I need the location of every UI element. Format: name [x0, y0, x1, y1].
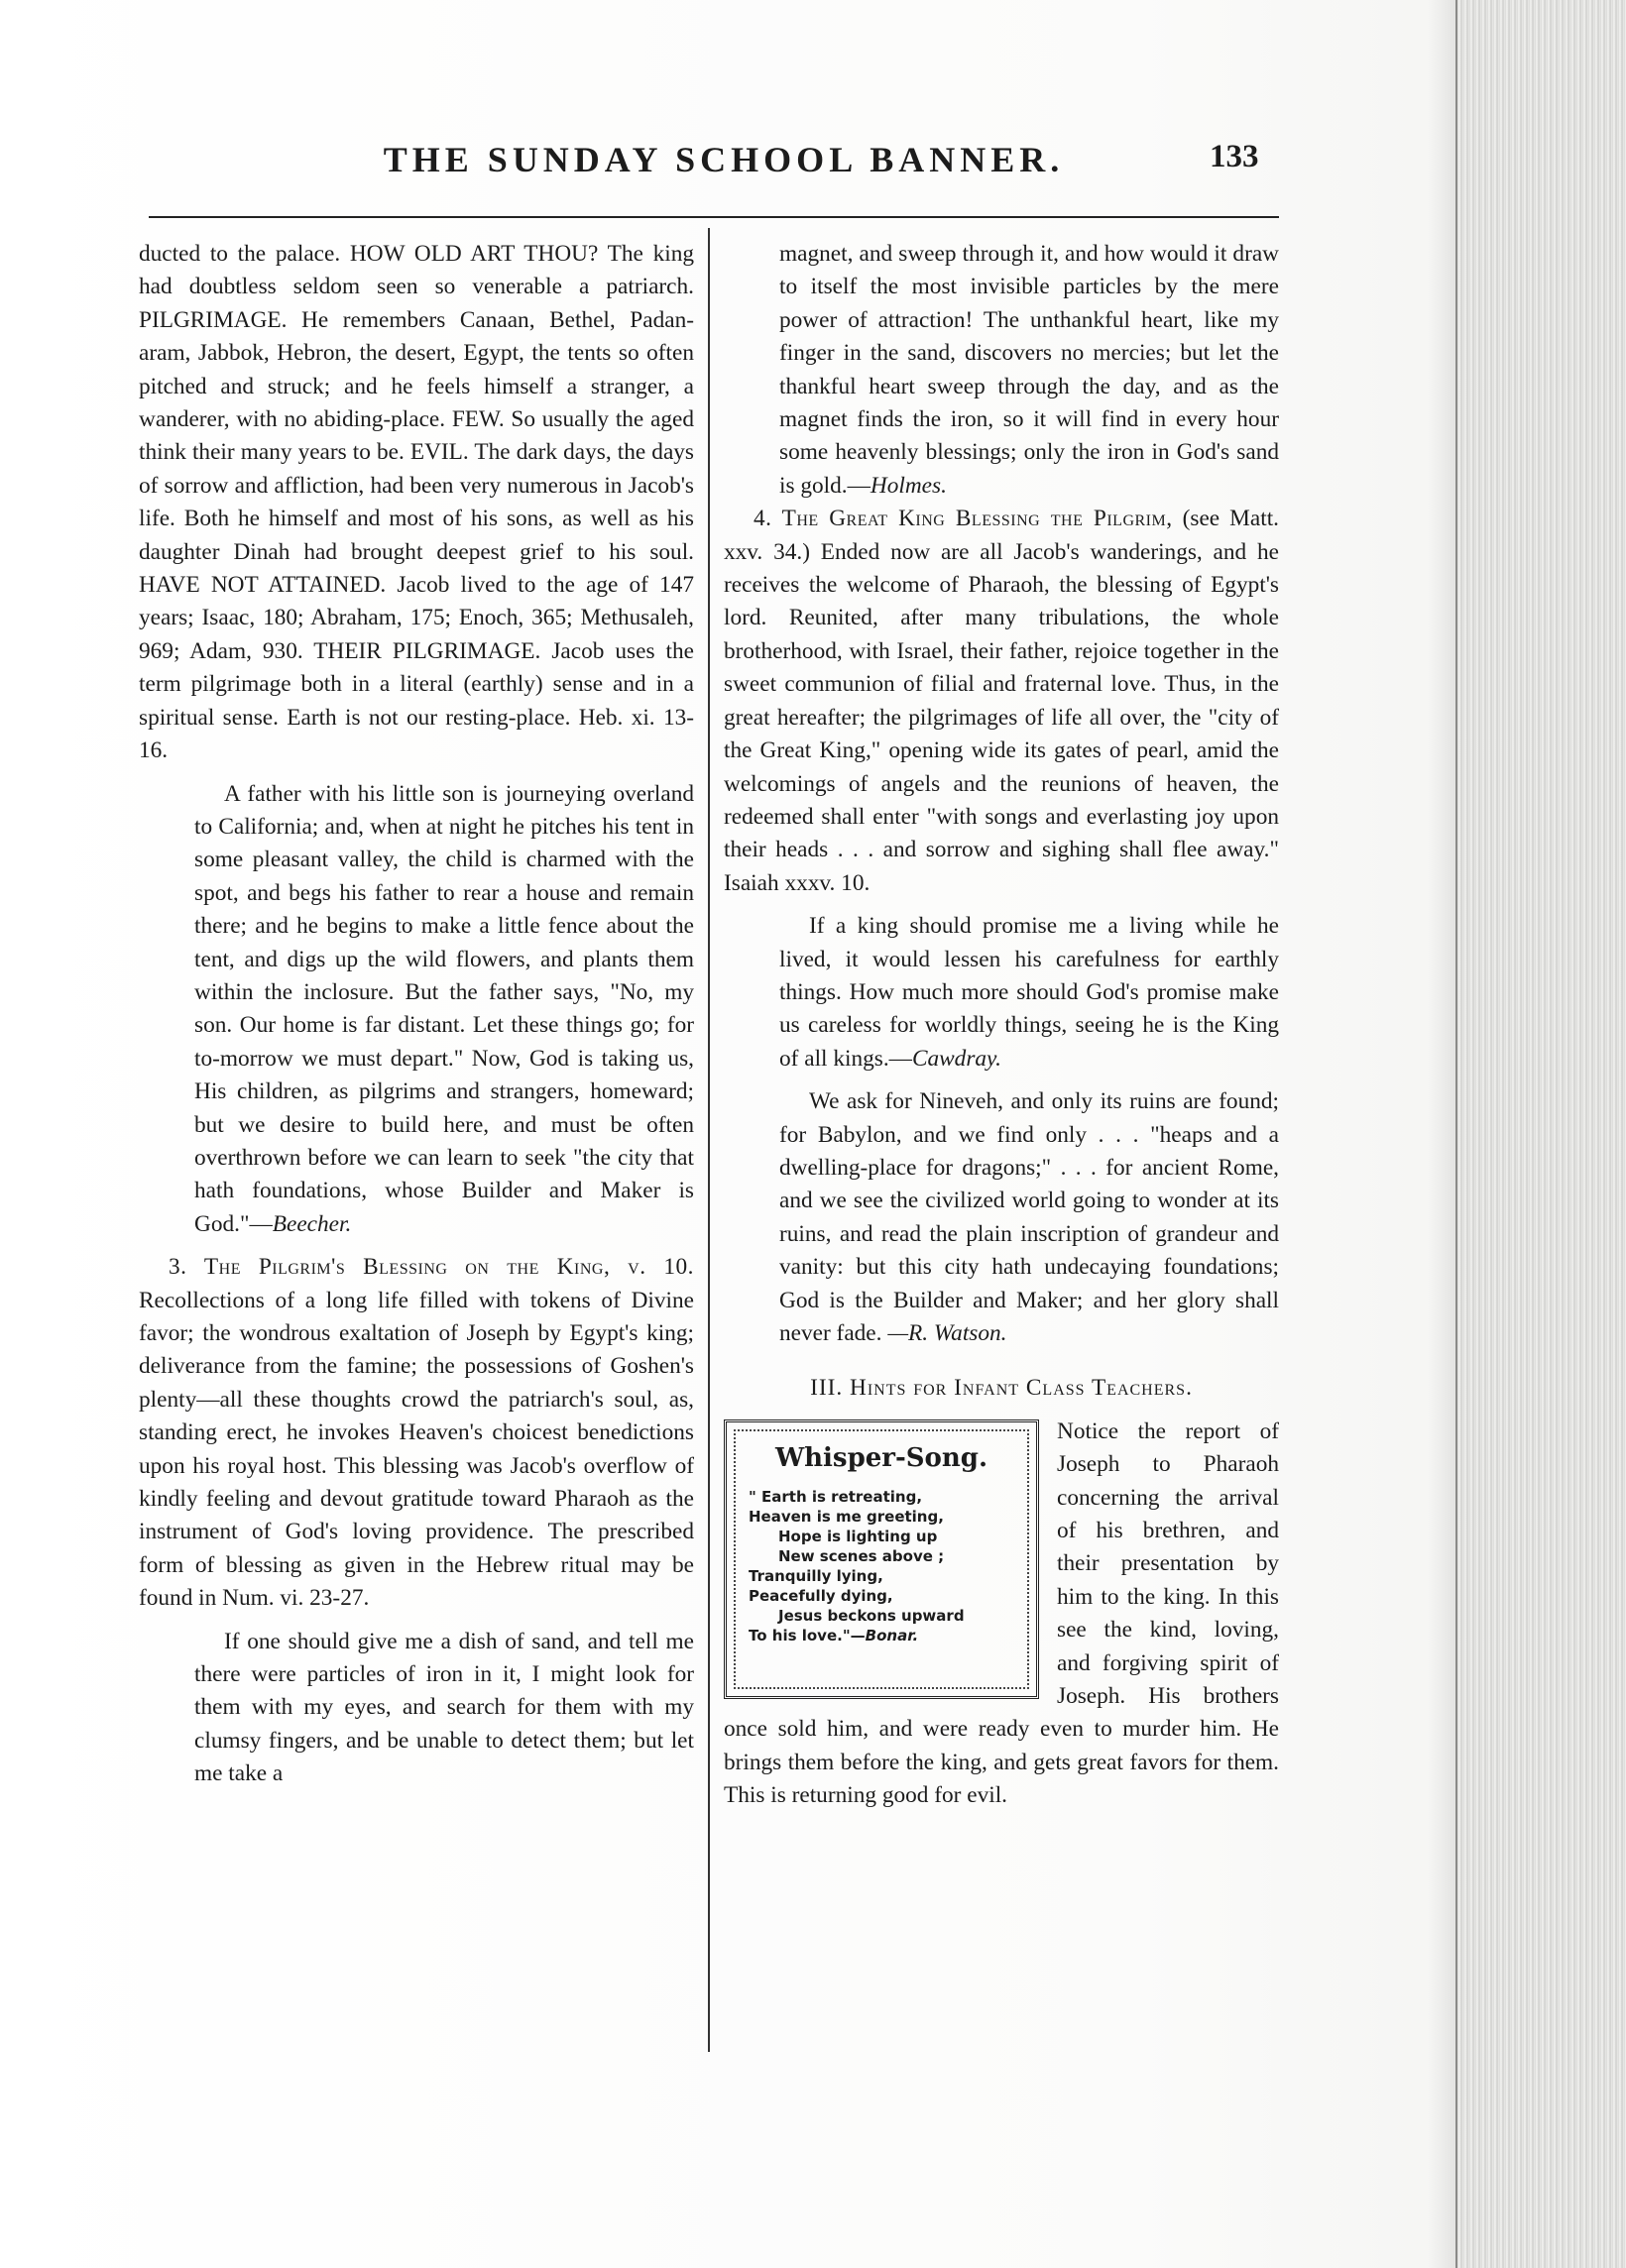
poem-title: Whisper-Song. — [774, 1442, 988, 1473]
hints-block — [724, 1416, 1279, 1813]
illustration-sand-continued-text: magnet, and sweep through it, and how would it draw to itself the most invisible particles by the mere power of attraction! The unthankful heart, like my finger in the sand, discovers no mercies; but let the thankful heart sweep through the day, and as the magnet finds the iron, so it will find in every hour some heavenly blessings; only the iron in God's sand is gold.— — [779, 241, 1279, 499]
section-4-paragraph — [724, 503, 1279, 900]
commentary-paragraph: ducted to the palace. HOW OLD ART THOU? The king had doubtless seldom seen so venerable a patriarch. PILGRIMAGE. He remembers Canaan, Bethel, Padan-aram, Jabbok, Hebron, the desert, Egypt, the tents so often pitched and struck; and he feels himself a stranger, a wanderer, with no abiding-place. FEW. So usually the aged think their many years to be. EVIL. The dark days, the days of sorrow and affliction, had been very numerous in Jacob's life. Both he himself and most of his sons, as well as his daughter Dinah had brought deepest grief to his soul. HAVE NOT ATTAINED. Jacob lived to the age of 147 years; Isaac, 180; Abraham, 175; Enoch, 365; Methusaleh, 969; Adam, 930. THEIR PILGRIMAGE. Jacob uses the term pilgrimage both in a literal (earthly) sense and in a spiritual sense. Earth is not our resting-place. Heb. xi. 13-16. — [139, 241, 694, 764]
poem-line: Tranquilly lying, — [749, 1567, 883, 1586]
gutter-shadow — [1428, 0, 1457, 2268]
illustration-nineveh — [779, 1085, 1279, 1350]
left-column — [139, 238, 694, 1791]
poem-line: Jesus beckons upward — [778, 1607, 965, 1626]
illustration-king-author: Cawdray. — [911, 1045, 1001, 1072]
hints-paragraph: Notice the report of Joseph to Pharaoh concerning the arrival of his brethren, and their presentation by him to the king. In this see the kind, loving, and forgiving spirit of Joseph. His brothers once sold him, and were ready even to murder him. He brings them before the king, and gets great favors for them. This is returning good for evil. — [724, 1418, 1279, 1809]
poem-line: Peacefully dying, — [749, 1587, 893, 1606]
illustration-sand: If one should give me a dish of sand, and tell me there were particles of iron in it, I might look for them with my eyes, and search for them with my clumsy fingers, and be unable to detect them; but let me take a — [194, 1628, 694, 1787]
section-4-heading: 4. The Great King Blessing the Pilgrim, — [754, 506, 1173, 532]
page-header — [149, 139, 1279, 188]
poem-author: Bonar. — [865, 1627, 919, 1645]
illustration-nineveh-text: We ask for Nineveh, and only its ruins are found; for Babylon, and we find only . . . "heaps and a dwelling-place for dragons;" . . . for ancient Rome, and we see the civilized world going to wonder at its ruins, and read the plain inscription of grandeur and vanity: but this city hath undecaying foundations; God is the Builder and Maker; and her glory shall never fade. — [779, 1088, 1279, 1346]
poem-line: New scenes above ; — [778, 1547, 945, 1566]
section-4-body: (see Matt. xxv. 34.) Ended now are all Jacob's wanderings, and he receives the welcome of Pharaoh, the blessing of Egypt's lord. Reunited, after many tribulations, the whole brotherhood, with Israel, their father, rejoice together in the sweet communion of filial and fraternal love. Thus, in the great hereafter; the pilgrimages of life all over, the "city of the Great King," opening wide its gates of pearl, amid the welcomings of angels and the reunions of heaven, the redeemed shall enter "with songs and everlasting joy upon their heads . . . and sorrow and sighing shall flee away." Isaiah xxxv. 10. — [724, 506, 1280, 896]
poem-line: " Earth is retreating, — [749, 1488, 923, 1507]
page-number: 133 — [1210, 139, 1259, 174]
illustration-journey-text: A father with his little son is journeying overland to California; and, when at night he pitches his tent in some pleasant valley, the child is charmed with the spot, and begs his father to rear a house and remain there; and he begins to make a little fence about the tent, and digs up the wild flowers, and plants them within the inclosure. But the father says, "No, my son. Our home is far distant. Let these things go; for to-morrow we must depart." Now, God is taking us, His children, as pilgrims and strangers, homeward; but we desire to build here, and must be often overthrown before we can learn to seek "the city that hath foundations, whose Builder and Maker is God."— — [194, 780, 694, 1237]
poem-line-last — [749, 1626, 1014, 1645]
illustration-sand-continued — [779, 238, 1279, 503]
section-3-heading: 3. The Pilgrim's Blessing on the King, v. 10. — [169, 1254, 694, 1281]
illustration-journey-author: Beecher. — [272, 1210, 352, 1237]
illustration-king — [779, 910, 1279, 1076]
whisper-song-box — [724, 1419, 1039, 1699]
poem-line: Heaven is me greeting, — [749, 1508, 944, 1527]
right-column — [724, 238, 1279, 1813]
poem-line: To his love."— — [749, 1627, 866, 1645]
illustration-nineveh-author: —R. Watson. — [887, 1320, 1007, 1346]
illustration-king-text: If a king should promise me a living while he lived, it would lessen his carefulness for earthly things. How much more should God's promise make us careless for worldly things, seeing he is the King of all kings.— — [779, 913, 1279, 1072]
header-rule — [149, 216, 1279, 218]
column-divider — [708, 228, 710, 2052]
section-3-title: III. Hints for Infant Class Teachers. — [810, 1375, 1193, 1402]
running-title: THE SUNDAY SCHOOL BANNER. — [383, 140, 1065, 179]
illustration-journey — [194, 778, 694, 1242]
section-3-paragraph — [139, 1251, 694, 1615]
illustration-sand-author: Holmes. — [870, 472, 947, 499]
page-edge-stack — [1455, 0, 1626, 2268]
section-3-body: Recollections of a long life filled with tokens of Divine favor; the wondrous exaltation of Joseph by Egypt's king; deliverance from the famine; the possessions of Goshen's plenty—all these thoughts crowd the patriarch's soul, as, standing erect, he invokes Heaven's choicest benedictions upon his royal host. This blessing was Jacob's overflow of kindly feeling and devout gratitude toward Pharaoh as the instrument of God's loving providence. The prescribed form of blessing as given in the Hebrew ritual may be found in Num. vi. 23-27. — [139, 1287, 694, 1612]
poem-line: Hope is lighting up — [778, 1528, 938, 1546]
